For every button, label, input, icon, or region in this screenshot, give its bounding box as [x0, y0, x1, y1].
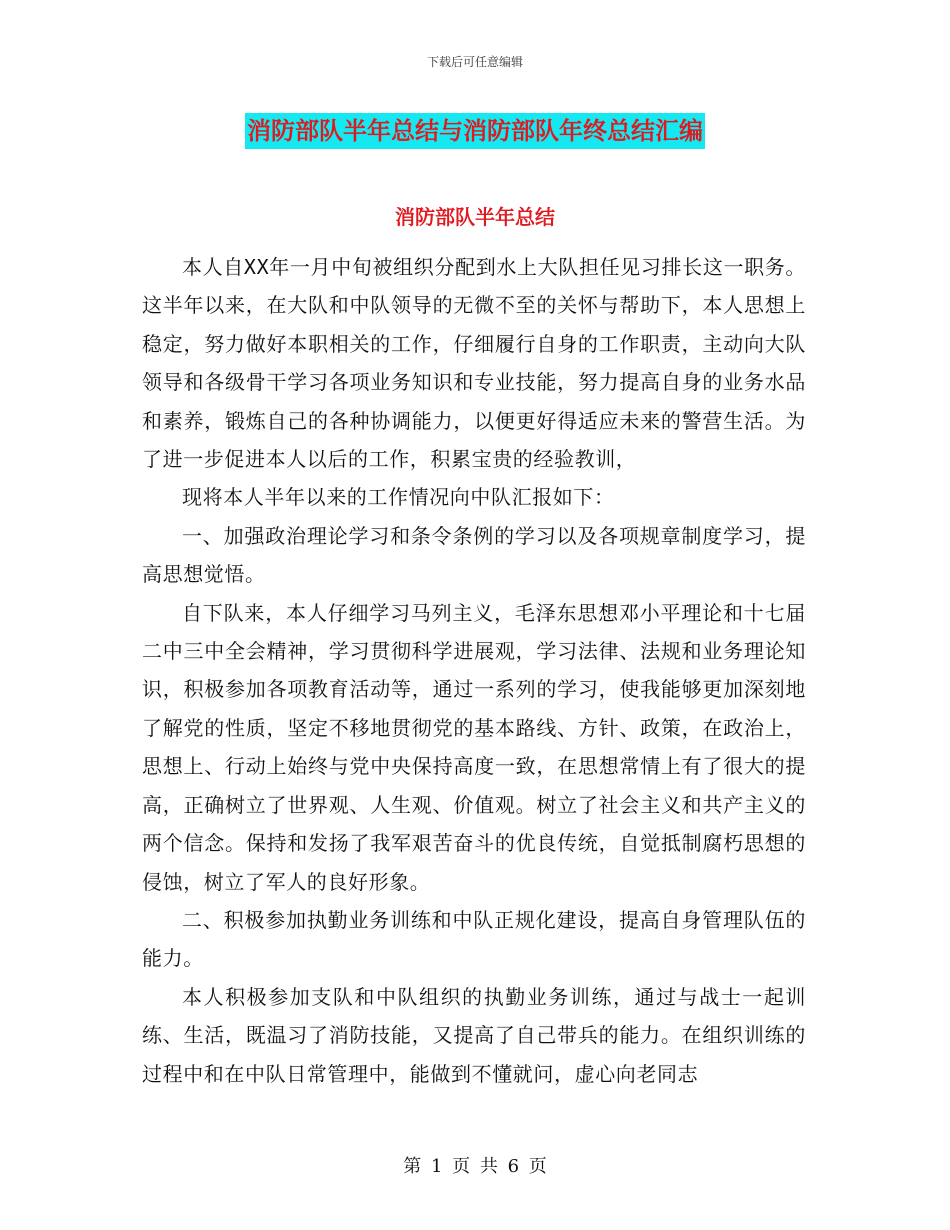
paragraph: 二、积极参加执勤业务训练和中队正规化建设，提高自身管理队伍的能力。: [142, 907, 806, 971]
document-title: 消防部队半年总结与消防部队年终总结汇编: [245, 113, 705, 149]
paragraph: 现将本人半年以来的工作情况向中队汇报如下：: [182, 485, 615, 510]
document-body: [142, 248, 806, 1093]
page-footer: 第 1 页 共 6 页: [403, 1156, 547, 1177]
header-note: 下载后可任意编辑: [426, 55, 523, 69]
paragraph: 自下队来，本人仔细学习马列主义，毛泽东思想邓小平理论和十七届二中三中全会精神，学习贯彻科学进展观，学习法律、法规和业务理论知识，积极参加各项教育活动等，通过一系列的学习，使我能够更加深刻地了解党的性质，坚定不移地贯彻党的基本路线、方针、政策，在政治上，思想上、行动上始终与党中央保持高度一致，在思想常情上有了很大的提高，正确树立了世界观、人生观、价值观。树立了社会主义和共产主义的两个信念。保持和发扬了我军艰苦奋斗的优良传统，自觉抵制腐朽思想的侵蚀，树立了军人的良好形象。: [142, 600, 806, 894]
document-title-wrap: [0, 113, 950, 149]
paragraph: 一、加强政治理论学习和条令条例的学习以及各项规章制度学习，提高思想觉悟。: [142, 523, 806, 587]
paragraph: 本人自XX年一月中旬被组织分配到水上大队担任见习排长这一职务。这半年以来，在大队和中队领导的无微不至的关怀与帮助下，本人思想上稳定，努力做好本职相关的工作，仔细履行自身的工作职责，主动向大队领导和各级骨干学习各项业务知识和专业技能，努力提高自身的业务水品和素养，锻炼自己的各种协调能力，以便更好得适应未来的警营生活。为了进一步促进本人以后的工作，积累宝贵的经验教训，: [142, 255, 806, 472]
section-title: 消防部队半年总结: [395, 205, 555, 229]
paragraph: 本人积极参加支队和中队组织的执勤业务训练，通过与战士一起训练、生活，既温习了消防技能，又提高了自己带兵的能力。在组织训练的过程中和在中队日常管理中，能做到不懂就问，虚心向老同志: [142, 984, 806, 1086]
